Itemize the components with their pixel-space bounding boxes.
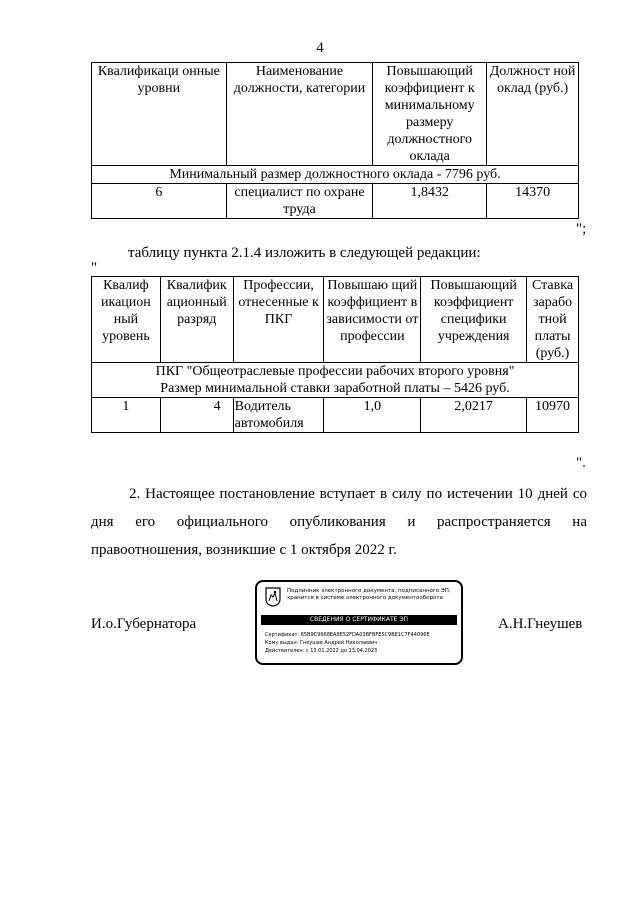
table-section [92,363,579,398]
signature-name: А.Н.Гнеушев [498,616,583,632]
resolution-paragraph: 2. Настоящее постановление вступает в силу по истечении 10 дней со дня его официального опубликования и распространяется на правоотношения, возникшие с 1 октября 2022 г. [91,486,587,558]
signature-position: И.о.Губернатора [91,616,197,632]
table-section-row [92,166,579,184]
table-cell: 14370 [487,184,579,219]
table-section-row [92,363,579,398]
page-number: 4 [316,40,324,56]
coat-of-arms-icon [265,587,281,607]
table-header: Наименование должности, категории [226,63,373,166]
table-header-row [92,63,579,166]
table-cell: 2,0217 [421,398,527,433]
stamp-title-bar: СВЕДЕНИЯ О СЕРТИФИКАТЕ ЭП [261,615,457,625]
table-header-row [92,277,579,363]
table-section-line: Размер минимальной ставки заработной платы – 5426 руб. [160,381,510,396]
table-header: Повышающий коэффициент специфики учреждения [421,277,527,363]
opening-quote: " [91,260,98,276]
closing-quote-2: ". [576,455,586,471]
table-header: Должност ной оклад (руб.) [487,63,579,166]
table-cell: Водитель автомобиля [233,398,324,433]
table-row [92,184,579,219]
table-header: Ставка зарабо тной платы (руб.) [527,277,579,363]
table-header: Квалификаци онные уровни [92,63,227,166]
table-cell: 4 [160,398,233,433]
electronic-signature-stamp [255,580,463,665]
coefficient-table-1 [91,62,579,219]
table-cell: 1,8432 [373,184,487,219]
table-header: Профессии, отнесенные к ПКГ [233,277,324,363]
table-header: Повышаю щий коэффициент в зависимости от профессии [324,277,421,363]
table-cell: 1 [92,398,161,433]
closing-quote-1: "; [576,221,587,237]
table-header: Повышающий коэффициент к минимальному размеру должностного оклада [373,63,487,166]
intro-text: таблицу пункта 2.1.4 изложить в следующей редакции: [128,245,481,261]
stamp-issued-to: Кому выдан: Гнеушев Андрей Николаевич [265,640,378,646]
table-cell: 1,0 [324,398,421,433]
table-header: Квалифик ационный разряд [160,277,233,363]
table-header: Квалиф икацион ный уровень [92,277,161,363]
table-section: Минимальный размер должностного оклада - 7796 руб. [92,166,579,184]
table-cell: 6 [92,184,227,219]
stamp-valid: Действителен: с 13.01.2022 до 13.04.2023 [265,648,378,654]
table-section-line: ПКГ "Общеотраслевые профессии рабочих второго уровня" [155,364,515,379]
table-cell: 10970 [527,398,579,433]
stamp-header: Подлинник электронного документа, подписанного ЭП, хранится в системе электронного документооборота [287,588,451,601]
table-cell: специалист по охране труда [226,184,373,219]
coefficient-table-2 [91,276,579,433]
stamp-certificate: Сертификат: 65B9C9668EA8E52FDA03BFBFE5C9BE1C7F44096E [265,632,430,638]
table-row [92,398,579,433]
